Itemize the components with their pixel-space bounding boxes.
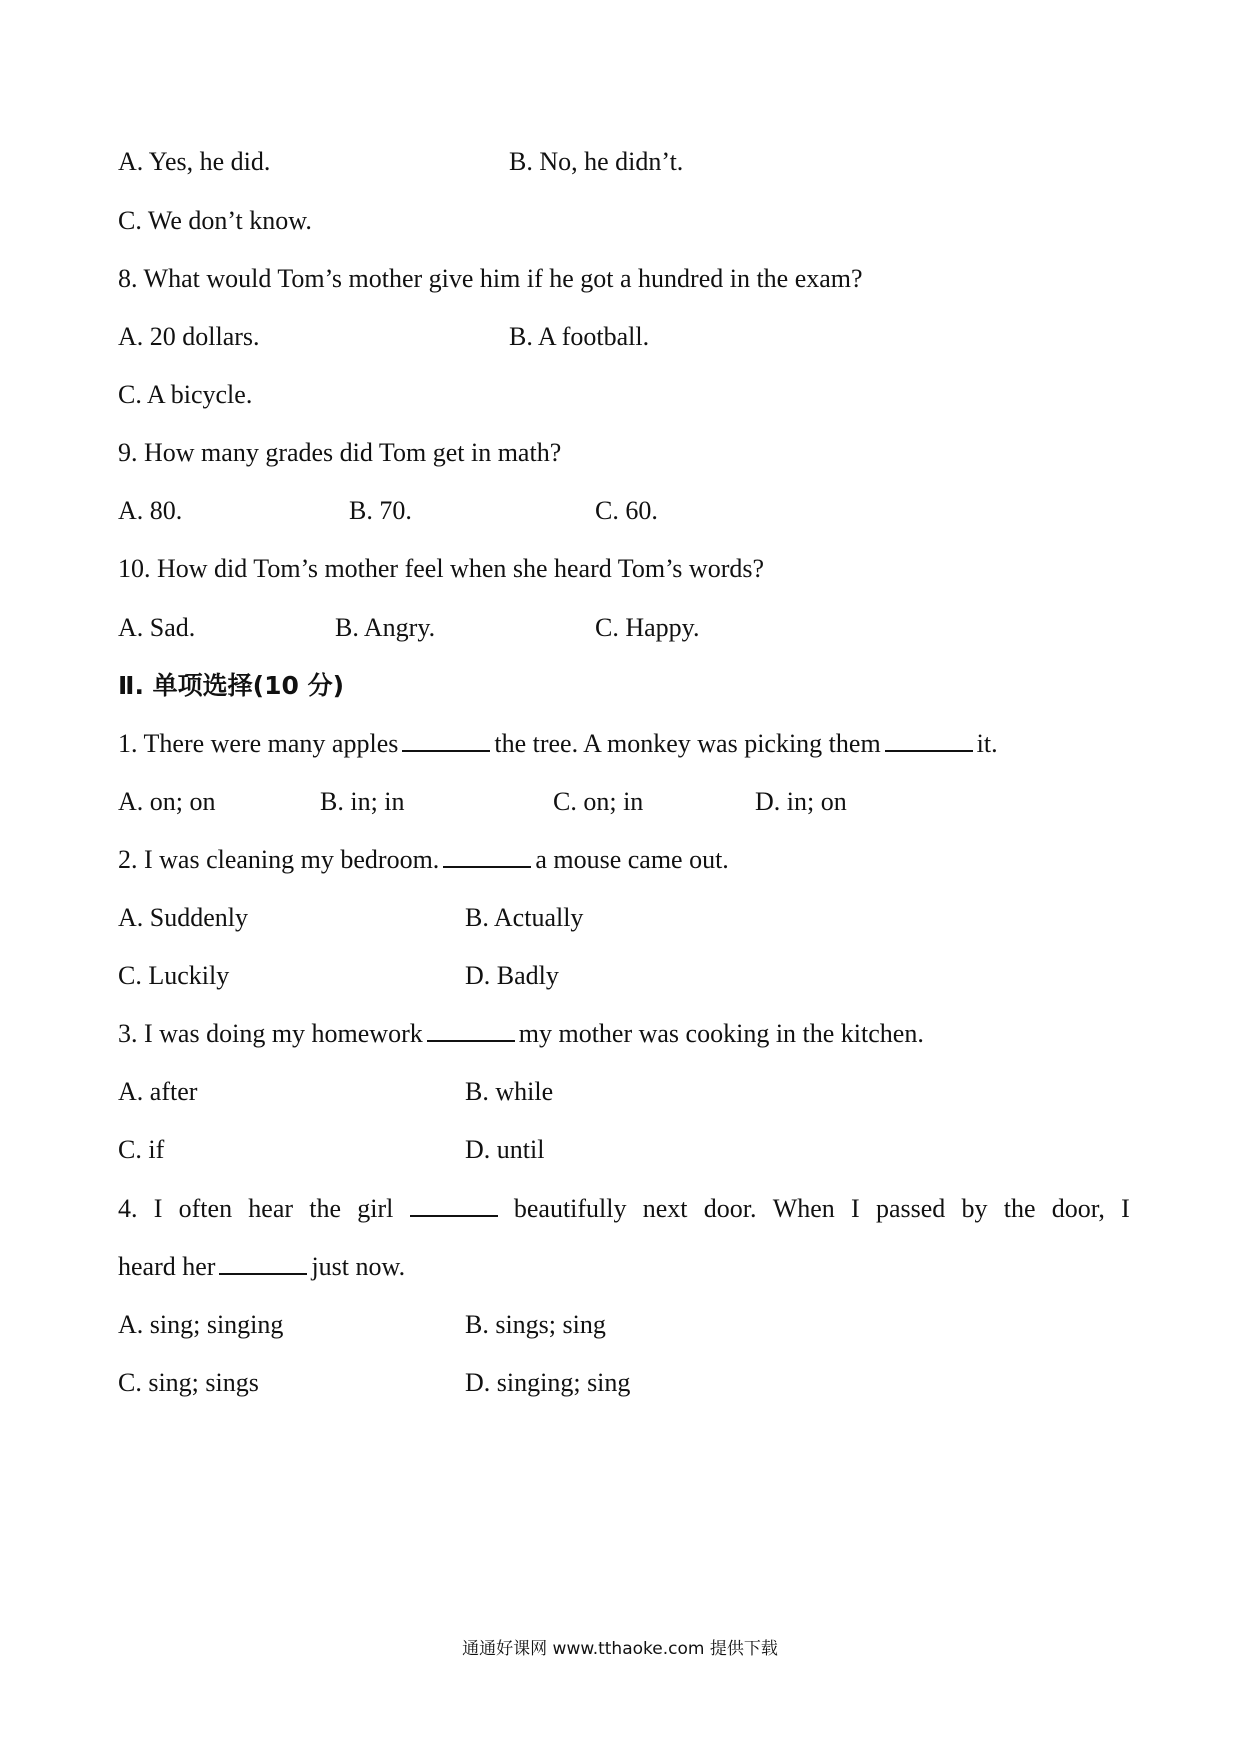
q4-word: door. xyxy=(703,1194,757,1223)
q8-option-a: A. 20 dollars. xyxy=(118,322,260,351)
q4-word: passed xyxy=(875,1194,946,1223)
q10-option-b: B. Angry. xyxy=(335,613,436,642)
s2-q4-question-line2 xyxy=(118,1251,405,1283)
q4-word: beautifully xyxy=(513,1194,627,1223)
q4-word: the xyxy=(309,1194,342,1223)
q9-option-c: C. 60. xyxy=(595,496,658,525)
s2-q2-option-a: A. Suddenly xyxy=(118,903,248,932)
q4-word: 4. xyxy=(118,1194,138,1223)
q8-option-c: C. A bicycle. xyxy=(118,380,253,409)
s2-q4-text-1: heard her xyxy=(118,1252,216,1281)
q10-option-a: A. Sad. xyxy=(118,613,196,642)
q9-question: 9. How many grades did Tom get in math? xyxy=(118,438,562,467)
s2-q2-text-2: a mouse came out. xyxy=(535,845,729,874)
s2-q3-option-b: B. while xyxy=(465,1077,554,1106)
s2-q2-option-d: D. Badly xyxy=(465,961,559,990)
answer-blank xyxy=(410,1193,498,1217)
answer-blank xyxy=(219,1251,307,1275)
s2-q1-text-3: it. xyxy=(976,729,998,758)
s2-q1-option-a: A. on; on xyxy=(118,787,216,816)
q4-word: often xyxy=(178,1194,233,1223)
s2-q1-option-b: B. in; in xyxy=(320,787,405,816)
page-footer: 通通好课网 www.tthaoke.com 提供下载 xyxy=(462,1639,778,1659)
s2-q2-question xyxy=(118,844,729,876)
s2-q3-option-c: C. if xyxy=(118,1135,165,1164)
answer-blank xyxy=(427,1018,515,1042)
section-heading: Ⅱ. 单项选择(10 分) xyxy=(118,671,345,700)
s2-q1-text-1: 1. There were many apples xyxy=(118,729,399,758)
s2-q3-text-2: my mother was cooking in the kitchen. xyxy=(518,1019,924,1048)
s2-q4-option-a: A. sing; singing xyxy=(118,1310,284,1339)
q4-word: I xyxy=(1121,1194,1130,1223)
q9-option-b: B. 70. xyxy=(349,496,412,525)
s2-q4-option-b: B. sings; sing xyxy=(465,1310,606,1339)
q8-question: 8. What would Tom’s mother give him if he got a hundred in the exam? xyxy=(118,264,863,293)
q4-word: door, xyxy=(1051,1194,1105,1223)
q10-option-c: C. Happy. xyxy=(595,613,700,642)
s2-q3-text-1: 3. I was doing my homework xyxy=(118,1019,423,1048)
s2-q4-question-line1 xyxy=(118,1193,1130,1225)
s2-q1-option-c: C. on; in xyxy=(553,787,644,816)
q4-word: I xyxy=(153,1194,163,1223)
s2-q1-option-d: D. in; on xyxy=(755,787,847,816)
q4-word: When xyxy=(772,1194,835,1223)
s2-q4-option-d: D. singing; sing xyxy=(465,1368,631,1397)
q9-option-a: A. 80. xyxy=(118,496,183,525)
s2-q4-text-2: just now. xyxy=(311,1252,406,1281)
s2-q2-option-c: C. Luckily xyxy=(118,961,230,990)
s2-q4-option-c: C. sing; sings xyxy=(118,1368,259,1397)
q4-word: hear xyxy=(248,1194,294,1223)
s2-q3-option-a: A. after xyxy=(118,1077,198,1106)
s2-q1-question xyxy=(118,728,998,760)
s2-q1-text-2: the tree. A monkey was picking them xyxy=(494,729,881,758)
s2-q2-text-1: 2. I was cleaning my bedroom. xyxy=(118,845,440,874)
s2-q3-option-d: D. until xyxy=(465,1135,545,1164)
q7-option-a: A. Yes, he did. xyxy=(118,147,271,176)
q4-word: the xyxy=(1003,1194,1036,1223)
q7-option-b: B. No, he didn’t. xyxy=(509,147,684,176)
q4-word: I xyxy=(851,1194,860,1223)
answer-blank xyxy=(402,728,490,752)
s2-q2-option-b: B. Actually xyxy=(465,903,584,932)
s2-q3-question xyxy=(118,1018,924,1050)
answer-blank xyxy=(443,844,531,868)
answer-blank xyxy=(885,728,973,752)
q10-question: 10. How did Tom’s mother feel when she heard Tom’s words? xyxy=(118,554,765,583)
q4-word: girl xyxy=(357,1194,394,1223)
q8-option-b: B. A football. xyxy=(509,322,650,351)
q4-word: next xyxy=(642,1194,688,1223)
q4-word: by xyxy=(961,1194,988,1223)
q7-option-c: C. We don’t know. xyxy=(118,206,312,235)
